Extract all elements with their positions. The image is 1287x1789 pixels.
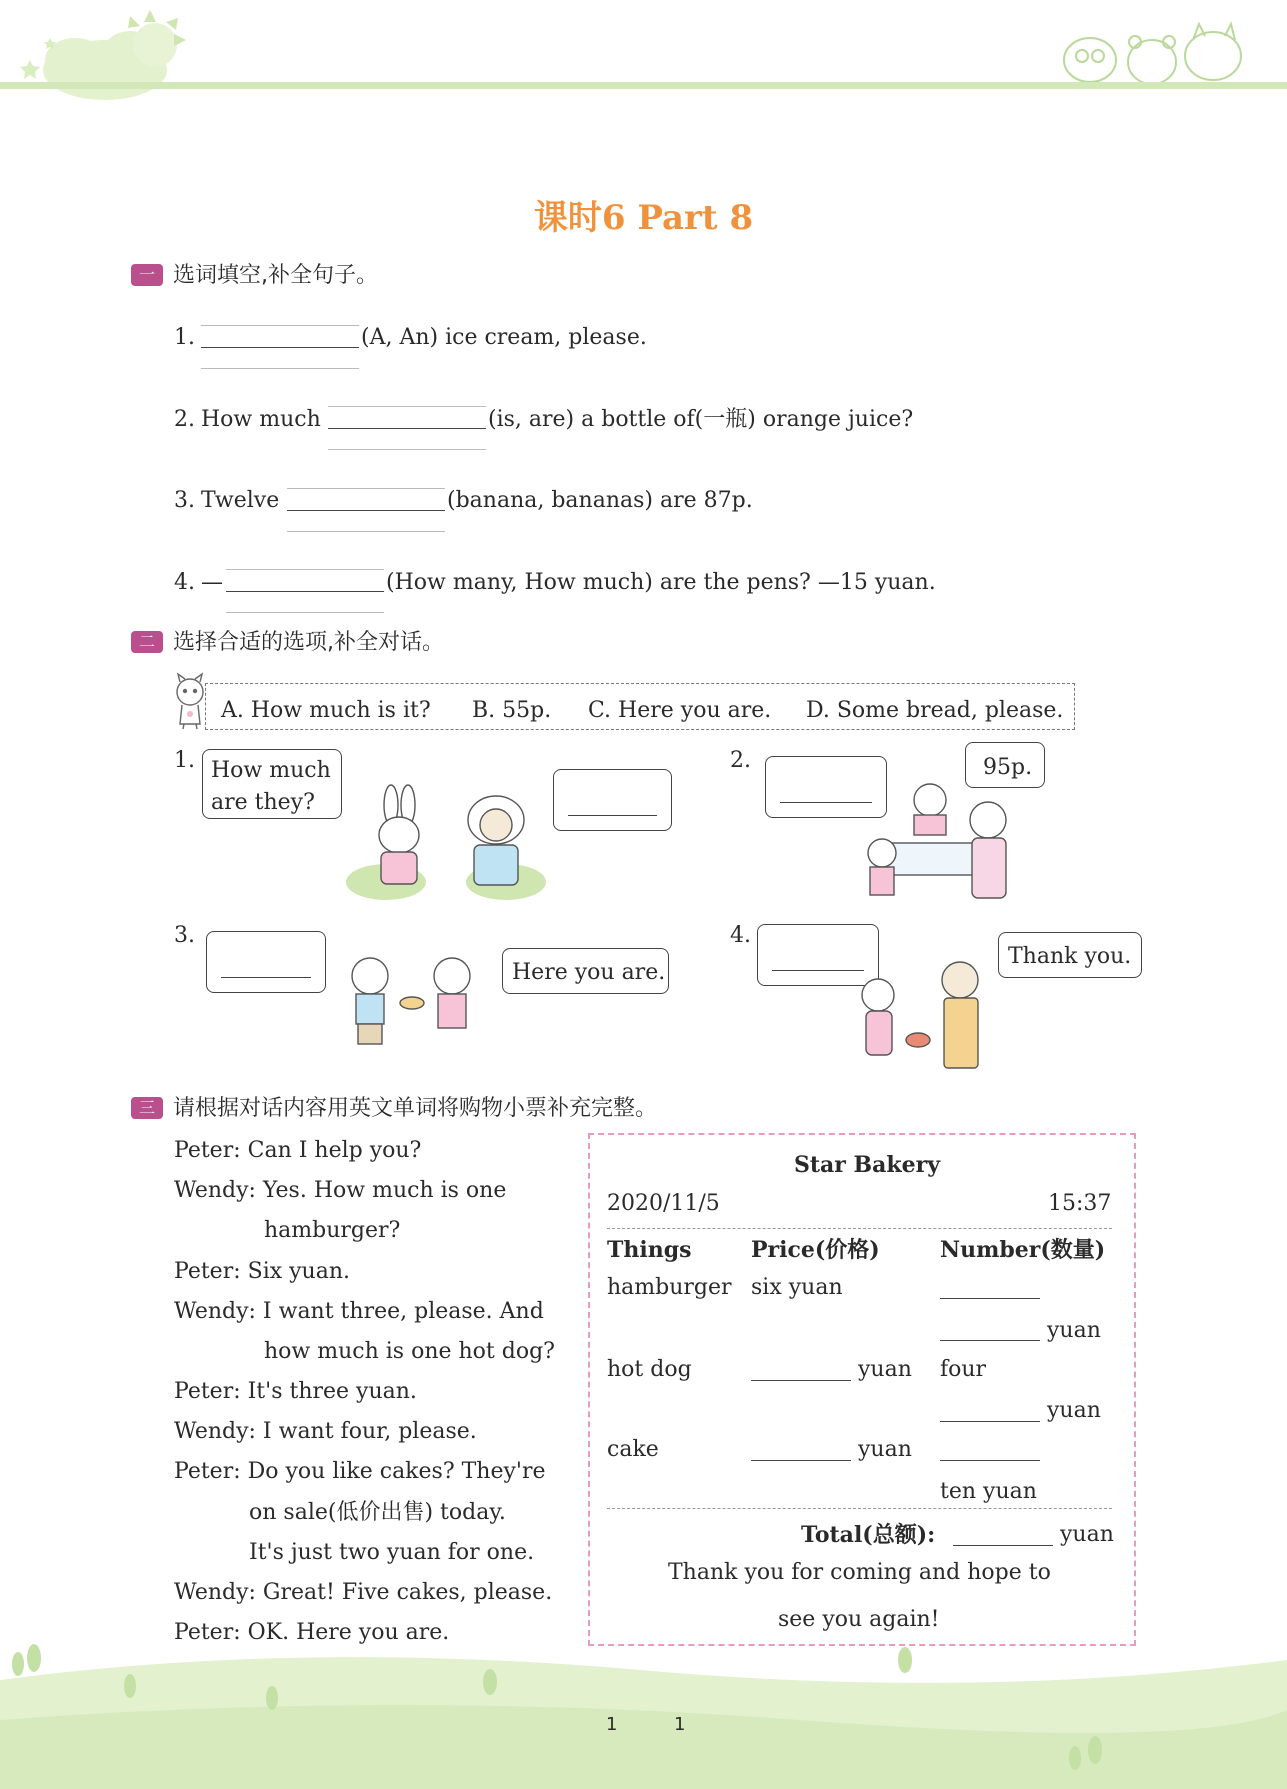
- ground-decoration: [0, 1640, 1287, 1789]
- dialogue-line: on sale(低价出售) today.: [249, 1500, 506, 1525]
- answer-line[interactable]: [328, 428, 486, 429]
- speech-line: How much: [211, 758, 331, 783]
- speech-line: 95p.: [983, 755, 1033, 780]
- receipt-blank-total[interactable]: [953, 1545, 1053, 1546]
- option-c: C. Here you are.: [588, 698, 772, 723]
- receipt-blank-price[interactable]: [751, 1460, 851, 1461]
- receipt-blank-number[interactable]: [940, 1460, 1040, 1461]
- receipt-divider: [607, 1508, 1112, 1509]
- receipt-shop-name: Star Bakery: [794, 1152, 941, 1178]
- bakery-counter-illustration: [848, 775, 1028, 910]
- dialogue-line: Peter: It's three yuan.: [174, 1379, 417, 1404]
- scene-number: 4.: [730, 923, 751, 948]
- question-choices: (A, An) ice cream, please.: [361, 325, 647, 350]
- header-divider: [0, 82, 1287, 89]
- speech-line: are they?: [211, 790, 315, 815]
- section-instruction-3: 请根据对话内容用英文单词将购物小票补充完整。: [173, 1096, 658, 1121]
- question-choices: (banana, bananas) are 87p.: [447, 488, 753, 513]
- question-choices: (How many, How much) are the pens? —15 yuan.: [386, 570, 936, 595]
- answer-line[interactable]: [226, 591, 384, 592]
- receipt-header-number: Number(数量): [940, 1237, 1106, 1263]
- receipt-unit: yuan: [1047, 1398, 1101, 1423]
- receipt-blank-subtotal[interactable]: [940, 1340, 1040, 1341]
- receipt-blank-subtotal[interactable]: [940, 1421, 1040, 1422]
- receipt-unit: yuan: [858, 1437, 912, 1462]
- children-exchange-illustration: [340, 948, 490, 1083]
- receipt-unit: yuan: [858, 1357, 912, 1382]
- question-number: 2.: [174, 407, 195, 432]
- question-prefix: —: [201, 570, 223, 595]
- dialogue-line: hamburger?: [264, 1218, 401, 1243]
- options-box: [205, 683, 1075, 730]
- receipt-date: 2020/11/5: [607, 1191, 720, 1216]
- page-number-left: 1: [606, 1714, 618, 1735]
- question-number: 4.: [174, 570, 195, 595]
- receipt-total-label: Total(总额):: [801, 1522, 936, 1548]
- receipt-blank-number[interactable]: [940, 1298, 1040, 1299]
- dialogue-line: Peter: OK. Here you are.: [174, 1620, 450, 1645]
- receipt-price: six yuan: [751, 1275, 843, 1300]
- mascot-icon: [172, 672, 208, 730]
- question-choices: (is, are) a bottle of(一瓶) orange juice?: [488, 407, 914, 432]
- page-number-right: 1: [674, 1714, 686, 1735]
- shopkeeper-and-girl-illustration: [848, 955, 998, 1085]
- receipt-header-things: Things: [607, 1237, 692, 1263]
- section-instruction-1: 选词填空,补全句子。: [173, 263, 378, 288]
- receipt-blank-price[interactable]: [751, 1380, 851, 1381]
- receipt-thanks-line: Thank you for coming and hope to: [668, 1560, 1051, 1585]
- option-a: A. How much is it?: [221, 698, 431, 723]
- scene-number: 2.: [730, 748, 751, 773]
- receipt-header-price: Price(价格): [751, 1237, 880, 1263]
- section-instruction-2: 选择合适的选项,补全对话。: [173, 630, 444, 655]
- answer-line[interactable]: [201, 347, 359, 348]
- question-number: 1.: [174, 325, 195, 350]
- dialogue-line: Peter: Can I help you?: [174, 1138, 422, 1163]
- question-number: 3.: [174, 488, 195, 513]
- header-decoration-left: [0, 0, 220, 115]
- section-badge-2: 二: [131, 631, 163, 653]
- receipt-thing: hamburger: [607, 1275, 732, 1300]
- rabbit-and-sheep-illustration: [336, 770, 556, 910]
- receipt-thing: cake: [607, 1437, 659, 1462]
- answer-line[interactable]: [287, 510, 445, 511]
- dialogue-line: It's just two yuan for one.: [249, 1540, 535, 1565]
- answer-bubble[interactable]: [553, 769, 672, 831]
- section-badge-3: 三: [131, 1097, 163, 1119]
- option-b: B. 55p.: [472, 698, 552, 723]
- dialogue-line: Wendy: Yes. How much is one: [174, 1178, 507, 1203]
- question-prefix: How much: [201, 407, 321, 432]
- dialogue-line: Wendy: I want three, please. And: [174, 1299, 544, 1324]
- dialogue-line: how much is one hot dog?: [264, 1339, 555, 1364]
- dialogue-line: Wendy: I want four, please.: [174, 1419, 477, 1444]
- receipt-time: 15:37: [1048, 1191, 1112, 1216]
- header-decoration-animals: [1055, 18, 1255, 88]
- receipt-subtotal: ten yuan: [940, 1479, 1037, 1504]
- scene-number: 3.: [174, 923, 195, 948]
- dialogue-line: Peter: Do you like cakes? They're: [174, 1459, 546, 1484]
- receipt-total-unit: yuan: [1060, 1522, 1114, 1547]
- option-d: D. Some bread, please.: [806, 698, 1064, 723]
- section-badge-1: 一: [131, 264, 163, 286]
- speech-line: Thank you.: [1008, 944, 1132, 969]
- receipt-number: four: [940, 1357, 987, 1382]
- receipt-divider: [607, 1228, 1112, 1229]
- page-title: 课时6 Part 8: [533, 198, 754, 238]
- dialogue-line: Peter: Six yuan.: [174, 1259, 350, 1284]
- scene-number: 1.: [174, 748, 195, 773]
- receipt-thing: hot dog: [607, 1357, 692, 1382]
- receipt-thanks-line: see you again!: [778, 1607, 940, 1632]
- dialogue-line: Wendy: Great! Five cakes, please.: [174, 1580, 553, 1605]
- receipt-unit: yuan: [1047, 1318, 1101, 1343]
- answer-bubble[interactable]: [206, 931, 326, 993]
- question-prefix: Twelve: [201, 488, 280, 513]
- speech-line: Here you are.: [512, 960, 666, 985]
